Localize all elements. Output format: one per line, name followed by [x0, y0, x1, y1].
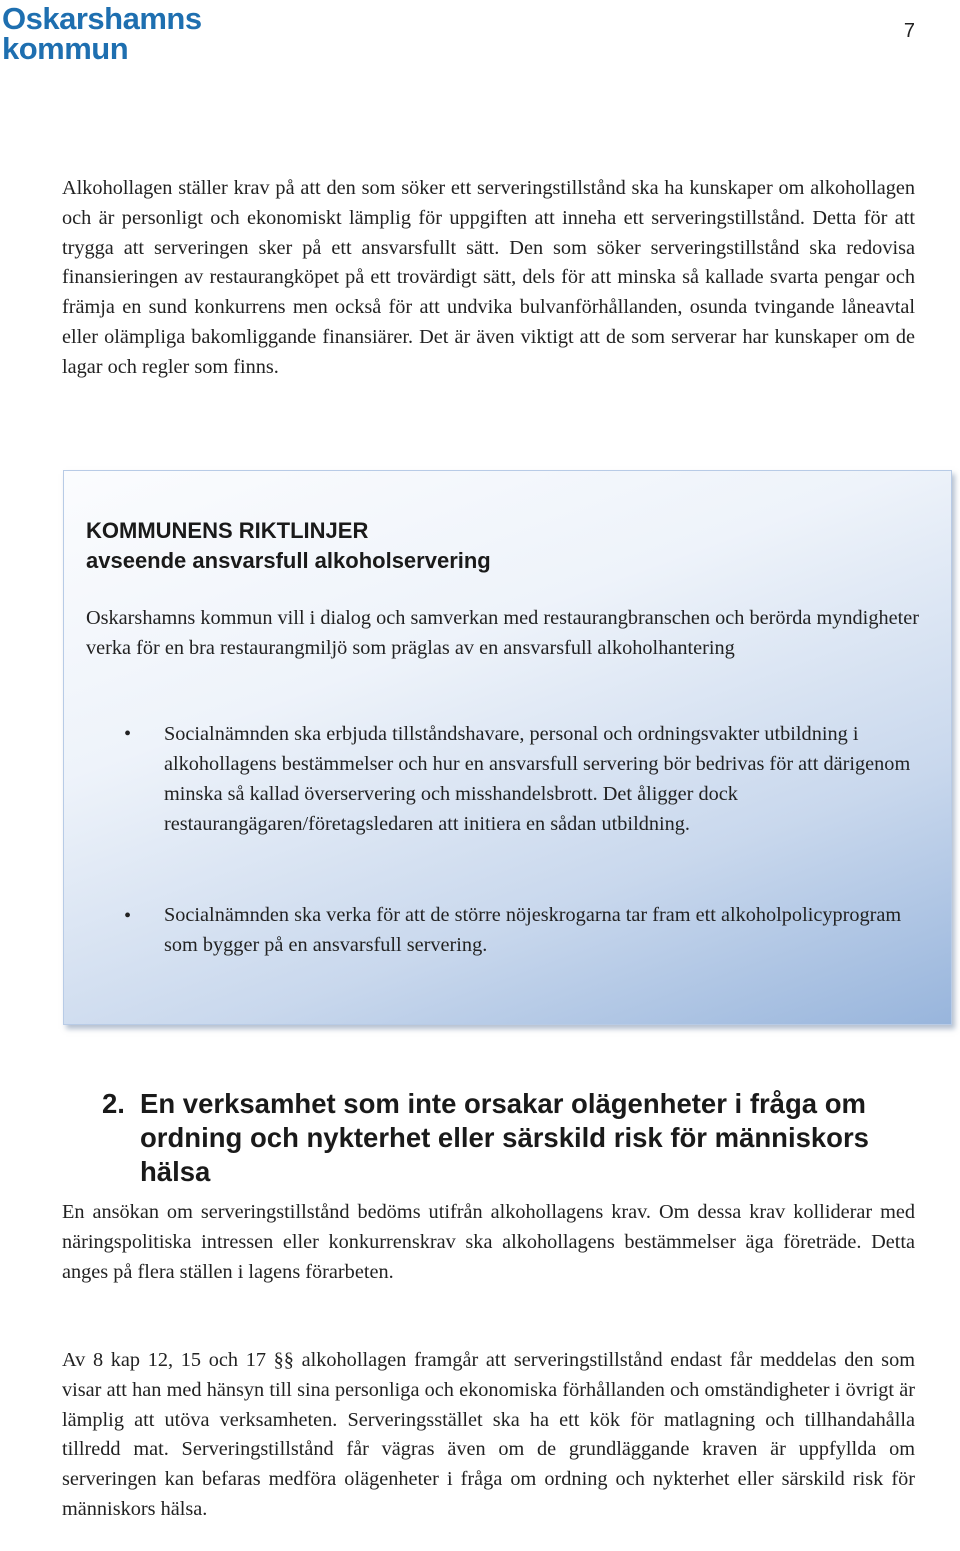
section-2-number: 2. [102, 1088, 125, 1119]
bullet-icon: • [124, 723, 132, 745]
section-2-paragraph-1: En ansökan om serveringstillstånd bedöms utifrån alkohollagens krav. Om dessa krav kolliderar med näringspolitiska intressen eller konkurrenskrav ska alkohollagens bestämmelser äga företräde. Detta anges på flera ställen i lagens förarbeten. [62, 1201, 915, 1283]
bullet-icon: • [124, 905, 132, 927]
page-number: 7 [903, 20, 915, 42]
guidelines-box [63, 470, 952, 1025]
oskarshamns-kommun-logo [2, 1, 202, 66]
logo-line-2: kommun [2, 31, 129, 66]
section-2-title: En verksamhet som inte orsakar olägenheter i fråga om ordning och nykterhet eller särskild risk för människors hälsa [140, 1088, 869, 1187]
guideline-bullet-2: Socialnämnden ska verka för att de större nöjeskrogarna tar fram ett alkoholpolicyprogram som bygger på en ansvarsfull servering. [164, 904, 902, 956]
logo-line-1: Oskarshamns [2, 1, 202, 36]
intro-paragraph: Alkohollagen ställer krav på att den som söker ett serveringstillstånd ska ha kunskaper om alkohollagen och är personligt och ekonomiskt lämplig för uppgiften att inneha ett serveringstillstånd. Detta för att trygga att serveringen sker på ett ansvarsfullt sätt. Den som söker serveringstillstånd ska redovisa finansieringen av restaurangköpet på ett trovärdigt sätt, dels för att minska så kallade svarta pengar och främja en sund konkurrens men också för att undvika bulvanförhållanden, osunda tvingande låneavtal eller olämpliga bakomliggande finansiärer. Det är även viktigt att de som serverar har kunskaper om de lagar och regler som finns. [62, 177, 915, 378]
guidelines-title: KOMMUNENS RIKTLINJER [86, 518, 369, 543]
guidelines-subtitle: avseende ansvarsfull alkoholservering [86, 548, 491, 573]
guidelines-intro: Oskarshamns kommun vill i dialog och samverkan med restaurangbranschen och berörda myndigheter verka för en bra restaurangmiljö som präglas av en ansvarsfull alkoholhantering [86, 607, 919, 659]
section-2-paragraph-2: Av 8 kap 12, 15 och 17 §§ alkohollagen framgår att serveringstillstånd endast får meddelas den som visar att han med hänsyn till sina personliga och ekonomiska förhållanden och omständigheter i övrigt är lämplig att utöva verksamheten. Serveringsstället ska ha ett kök för matlagning och tillhandahålla tillredd mat. Serveringstillstånd får vägras även om de grundläggande kraven är uppfyllda om serveringen kan befaras medföra olägenheter i fråga om ordning och nykterhet eller särskild risk för människors hälsa. [62, 1349, 915, 1520]
guideline-bullet-1: Socialnämnden ska erbjuda tillståndshavare, personal och ordningsvakter utbildning i alkohollagens bestämmelser och hur en ansvarsfull servering bör bedrivas för att därigenom minska så kallad överservering och misshandelsbrott. Det åligger dock restaurangägaren/företagsledaren att initiera en sådan utbildning. [164, 723, 911, 835]
